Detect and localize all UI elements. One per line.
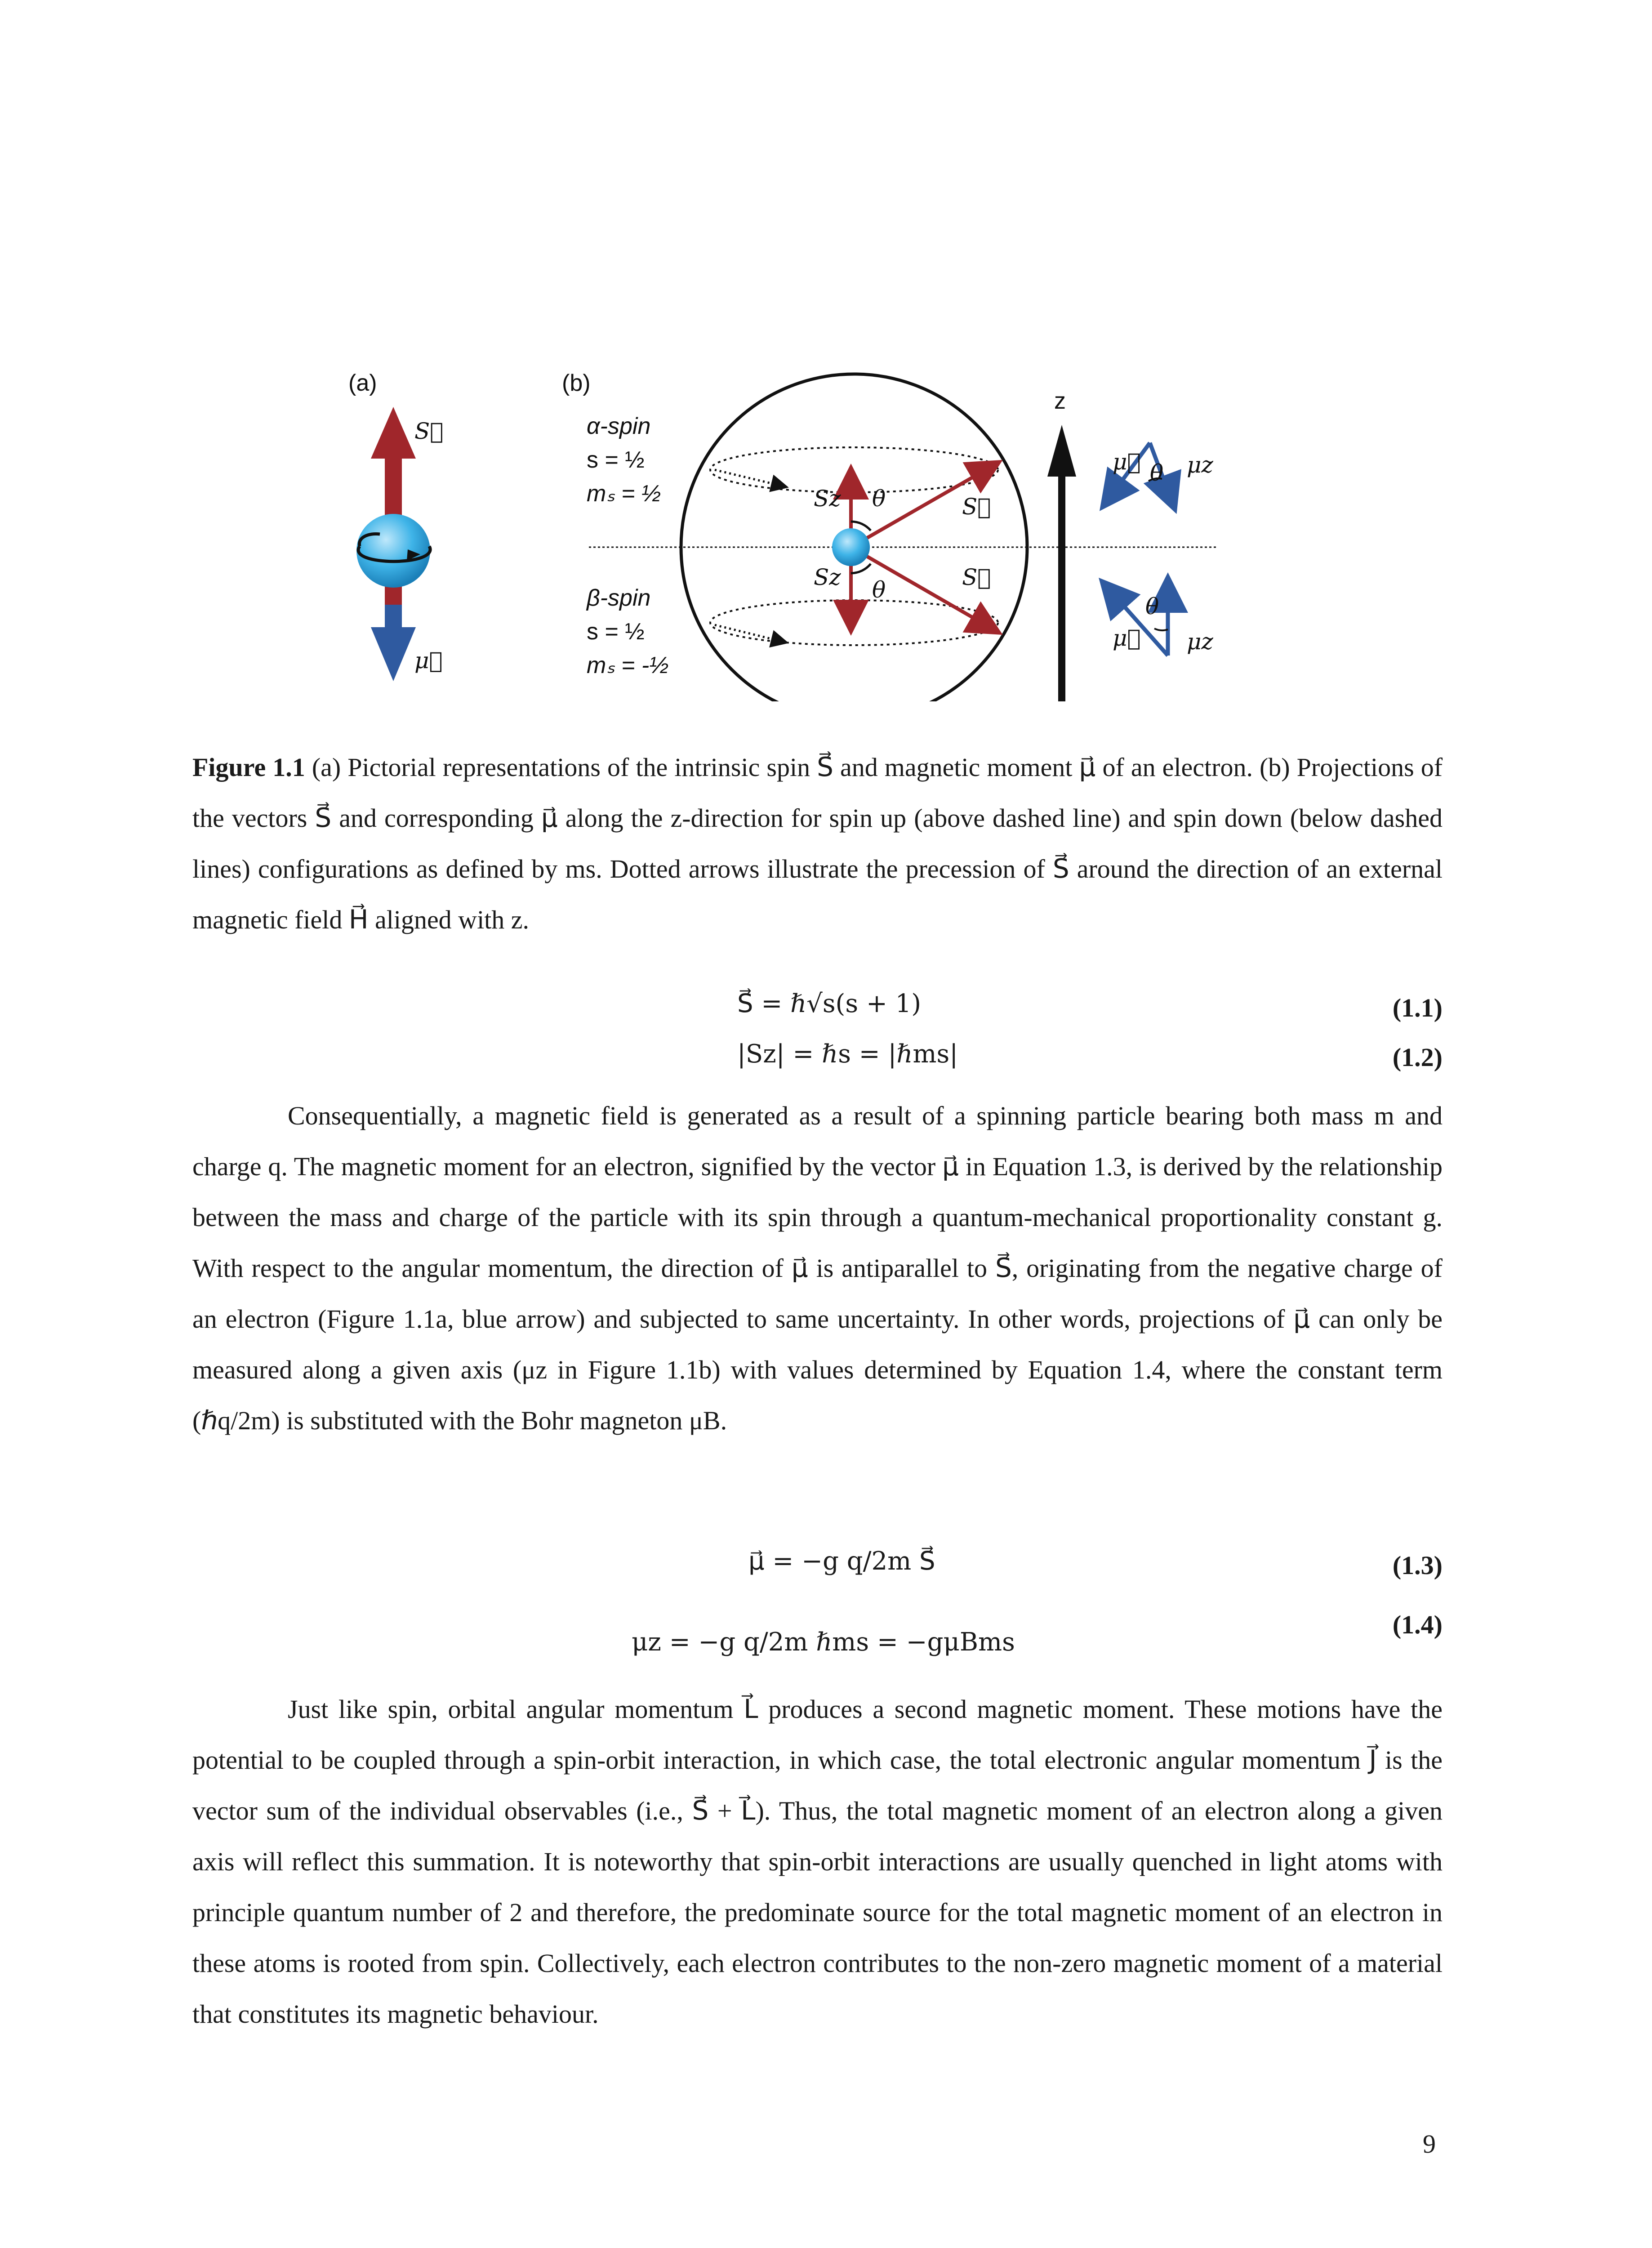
caption-text: (a) Pictorial representations of the intrinsic spin S⃗ and magnetic moment μ⃗ of an electron. (b) Projections of the vectors S⃗ and corresponding μ⃗ along the z-direction for spin up (above dashed line) and spin down (below dashed lines) configurations as defined by ms. Dotted arrows illustrate the precession of S⃗ around the direction of an external magnetic field H⃗ aligned with z.: [192, 753, 1443, 934]
mu-down-label: μ⃗: [1113, 625, 1141, 651]
caption-label: Figure 1.1: [192, 753, 305, 782]
beta-ms-label: mₛ = -½: [587, 652, 669, 678]
beta-spin-label: β-spin: [587, 585, 651, 611]
muz-down-label: μz: [1187, 629, 1213, 655]
equation-1-4: μz = −g q/2m ℏms = −gμBms: [632, 1628, 1015, 1657]
figure-caption: [192, 742, 1443, 945]
spin-vector-label: S⃗: [414, 418, 444, 444]
panel-a-label: (a): [348, 370, 377, 396]
equation-1-3: μ⃗ = −g q/2m S⃗: [748, 1547, 935, 1576]
figure-1-1: [0, 0, 1652, 701]
figure-graphic: [0, 0, 1652, 701]
alpha-s-label: s = ½: [587, 447, 645, 473]
paragraph-orbital-momentum: Just like spin, orbital angular momentum L⃗ produces a second magnetic moment. These motions have the potential to be coupled through a spin-orbit interaction, in which case, the total electronic angular momentum J⃗ is the vector sum of the individual observables (i.e., S⃗ + L⃗). Thus, the total magnetic moment of an electron along a given axis will reflect this summation. It is noteworthy that spin-orbit interactions are usually quenched in light atoms with principle quantum number of 2 and therefore, the predominate source for the total magnetic moment of an electron in these atoms is rooted from spin. Collectively, each electron contributes to the non-zero magnetic moment of a material that constitutes its magnetic behaviour.: [192, 1695, 1443, 2029]
panel-b-label: (b): [562, 370, 591, 396]
electron-sphere: [356, 514, 430, 588]
equation-1-4-number: (1.4): [1392, 1610, 1443, 1639]
equation-1-2: |Sz| = ℏs = |ℏms|: [737, 1039, 958, 1069]
equation-1-1-number: (1.1): [1392, 993, 1443, 1022]
muz-up-label: μz: [1187, 452, 1213, 478]
s-down-label: S⃗: [962, 564, 991, 590]
theta-down-label: θ: [872, 577, 886, 603]
sz-down-label: Sz: [814, 564, 841, 590]
equation-1-2-number: (1.2): [1392, 1043, 1443, 1072]
alpha-ms-label: mₛ = ½: [587, 481, 661, 507]
sz-up-label: Sz: [814, 486, 841, 512]
paragraph-magnetic-moment: Consequentially, a magnetic field is generated as a result of a spinning particle bearing both mass m and charge q. The magnetic moment for an electron, signified by the vector μ⃗ in Equation 1.3, is derived by the relationship between the mass and charge of the particle with its spin through a quantum-mechanical proportionality constant g. With respect to the angular momentum, the direction of μ⃗ is antiparallel to S⃗, originating from the negative charge of an electron (Figure 1.1a, blue arrow) and subjected to same uncertainty. In other words, projections of μ⃗ can only be measured along a given axis (μz in Figure 1.1b) with values determined by Equation 1.4, where the constant term (ℏq/2m) is substituted with the Bohr magneton μB.: [192, 1101, 1443, 1435]
spin-arrow-head: [371, 407, 416, 459]
equation-1-3-number: (1.3): [1392, 1551, 1443, 1580]
mu-up-label: μ⃗: [1113, 449, 1141, 475]
page-number: 9: [1423, 2129, 1436, 2159]
panel-b-graphic: [589, 374, 1216, 701]
z-axis-label: z: [1054, 388, 1066, 414]
theta-up-label: θ: [872, 486, 886, 512]
theta-mu-up-label: θ: [1150, 460, 1164, 486]
beta-s-label: s = ½: [587, 619, 645, 645]
s-up-label: S⃗: [962, 494, 991, 520]
z-axis-head: [1047, 425, 1076, 477]
alpha-spin-label: α-spin: [587, 413, 651, 439]
moment-vector-label: μ⃗: [414, 647, 443, 674]
panel-a-graphic: [356, 407, 430, 681]
electron-center: [832, 528, 870, 566]
moment-arrow-head: [371, 627, 416, 681]
theta-mu-down-label: θ: [1145, 593, 1159, 620]
equation-1-1: S⃗ = ℏ√s(s + 1): [737, 989, 922, 1018]
upper-dotted-arrow: [715, 470, 784, 486]
